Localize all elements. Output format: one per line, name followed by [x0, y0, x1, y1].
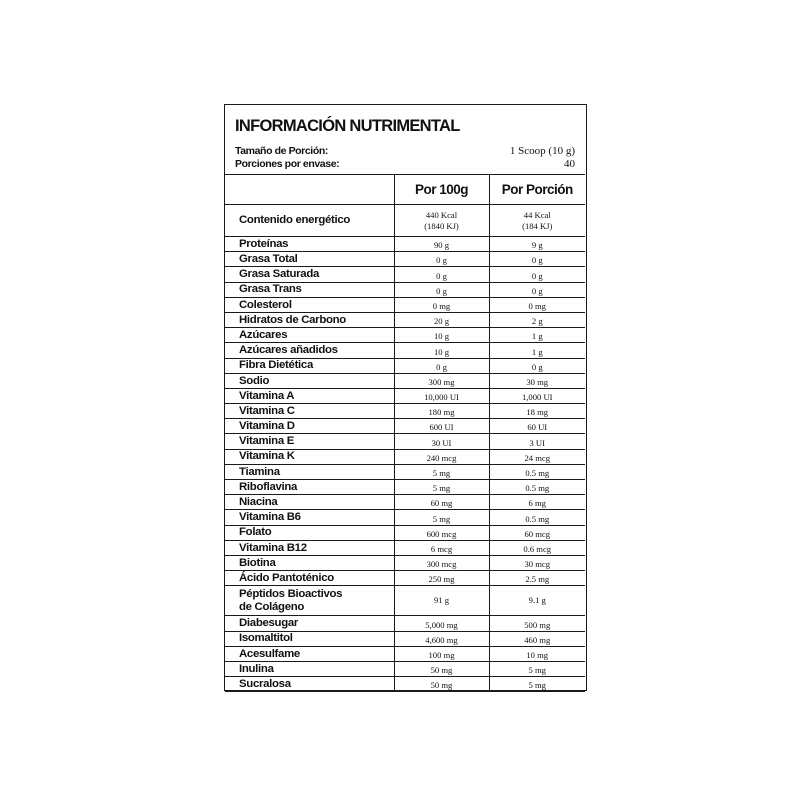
energy-row — [225, 205, 585, 237]
value-per-serving: 30 mg — [489, 373, 585, 388]
table-row — [225, 419, 585, 434]
value-per-serving: 1 g — [489, 328, 585, 343]
value-per-serving: 460 mg — [489, 631, 585, 646]
value-per-serving: 0.5 mg — [489, 464, 585, 479]
nutrient-name: Folato — [225, 525, 394, 540]
nutrient-name: Vitamina B6 — [225, 510, 394, 525]
table-row — [225, 373, 585, 388]
value-per-100g: 250 mg — [394, 571, 489, 586]
value-per-serving: 3 UI — [489, 434, 585, 449]
nutrient-name: Fibra Dietética — [225, 358, 394, 373]
servings-per-container-row — [235, 158, 575, 171]
table-row — [225, 388, 585, 403]
value-per-serving: 0 mg — [489, 297, 585, 312]
table-row — [225, 661, 585, 676]
energy-per-serving-kcal: 44 Kcal — [523, 209, 551, 220]
nutrient-name: Grasa Trans — [225, 282, 394, 297]
value-per-100g: 50 mg — [394, 661, 489, 676]
servings-value: 40 — [564, 158, 575, 170]
peptides-name-line2: de Colágeno — [239, 600, 305, 613]
nutrient-name: Proteínas — [225, 237, 394, 252]
value-per-100g: 5 mg — [394, 510, 489, 525]
nutrient-name: Inulina — [225, 661, 394, 676]
table-row — [225, 267, 585, 282]
value-per-100g: 300 mcg — [394, 555, 489, 570]
header-per-100g: Por 100g — [394, 175, 489, 205]
table-row — [225, 616, 585, 631]
value-per-100g: 0 g — [394, 358, 489, 373]
value-per-serving: 0 g — [489, 358, 585, 373]
nutrient-name: Hidratos de Carbono — [225, 312, 394, 327]
nutrient-name: Tiamina — [225, 464, 394, 479]
nutrient-name: Vitamina E — [225, 434, 394, 449]
value-per-serving: 1,000 UI — [489, 388, 585, 403]
value-per-100g: 240 mcg — [394, 449, 489, 464]
value-per-100g: 0 g — [394, 267, 489, 282]
peptides-name — [225, 586, 394, 616]
table-row — [225, 297, 585, 312]
nutrient-name: Sucralosa — [225, 677, 394, 692]
nutrient-name: Azúcares — [225, 328, 394, 343]
value-per-100g: 60 mg — [394, 495, 489, 510]
value-per-serving: 2.5 mg — [489, 571, 585, 586]
value-per-100g: 5,000 mg — [394, 616, 489, 631]
nutrition-label — [224, 104, 587, 691]
value-per-serving: 0 g — [489, 252, 585, 267]
header-per-serving: Por Porción — [489, 175, 585, 205]
table-row — [225, 525, 585, 540]
nutrient-name: Grasa Total — [225, 252, 394, 267]
table-row — [225, 480, 585, 495]
value-per-100g: 100 mg — [394, 646, 489, 661]
value-per-serving: 1 g — [489, 343, 585, 358]
value-per-serving: 0.6 mcg — [489, 540, 585, 555]
value-per-100g: 0 g — [394, 252, 489, 267]
serving-size-label: Tamaño de Porción: — [235, 145, 328, 157]
table-row — [225, 464, 585, 479]
value-per-serving: 2 g — [489, 312, 585, 327]
value-per-100g: 90 g — [394, 237, 489, 252]
table-row — [225, 540, 585, 555]
nutrient-name: Riboflavina — [225, 480, 394, 495]
nutrient-name: Vitamina A — [225, 388, 394, 403]
value-per-serving: 0 g — [489, 282, 585, 297]
table-row — [225, 555, 585, 570]
energy-per-serving — [489, 205, 585, 237]
value-per-100g: 30 UI — [394, 434, 489, 449]
value-per-serving: 9 g — [489, 237, 585, 252]
nutrient-name: Colesterol — [225, 297, 394, 312]
energy-per-100g-kcal: 440 Kcal — [425, 209, 458, 220]
serving-size-value: 1 Scoop (10 g) — [509, 145, 575, 157]
value-per-serving: 500 mg — [489, 616, 585, 631]
label-title: INFORMACIÓN NUTRIMENTAL — [235, 117, 460, 135]
nutrient-name: Acesulfame — [225, 646, 394, 661]
nutrition-table-body — [225, 205, 585, 692]
table-row — [225, 252, 585, 267]
nutrient-name: Diabesugar — [225, 616, 394, 631]
nutrient-name: Vitamina K — [225, 449, 394, 464]
value-per-100g: 600 UI — [394, 419, 489, 434]
table-row — [225, 571, 585, 586]
value-per-serving: 60 UI — [489, 419, 585, 434]
value-per-100g: 4,600 mg — [394, 631, 489, 646]
value-per-serving: 5 mg — [489, 661, 585, 676]
table-row — [225, 237, 585, 252]
nutrient-name: Azúcares añadidos — [225, 343, 394, 358]
energy-per-100g — [394, 205, 489, 237]
table-row — [225, 282, 585, 297]
value-per-serving: 0.5 mg — [489, 510, 585, 525]
nutrition-table — [225, 174, 585, 692]
value-per-100g: 300 mg — [394, 373, 489, 388]
table-row — [225, 343, 585, 358]
serving-size-row — [235, 145, 575, 158]
value-per-100g: 50 mg — [394, 677, 489, 692]
peptides-per-100g: 91 g — [394, 586, 489, 616]
nutrient-name: Biotina — [225, 555, 394, 570]
nutrient-name: Isomaltitol — [225, 631, 394, 646]
value-per-serving: 60 mcg — [489, 525, 585, 540]
value-per-100g: 5 mg — [394, 480, 489, 495]
table-header-row — [225, 175, 585, 205]
table-row — [225, 495, 585, 510]
nutrient-name: Ácido Pantoténico — [225, 571, 394, 586]
energy-name: Contenido energético — [225, 205, 394, 237]
value-per-100g: 0 mg — [394, 297, 489, 312]
energy-per-100g-kj: (1840 KJ) — [424, 220, 459, 231]
nutrient-name: Vitamina B12 — [225, 540, 394, 555]
value-per-serving: 0.5 mg — [489, 480, 585, 495]
table-row — [225, 328, 585, 343]
value-per-100g: 0 g — [394, 282, 489, 297]
value-per-serving: 6 mg — [489, 495, 585, 510]
table-row — [225, 677, 585, 692]
value-per-serving: 10 mg — [489, 646, 585, 661]
table-row — [225, 510, 585, 525]
value-per-100g: 10,000 UI — [394, 388, 489, 403]
value-per-serving: 5 mg — [489, 677, 585, 692]
table-row — [225, 358, 585, 373]
table-row — [225, 434, 585, 449]
nutrient-name: Vitamina C — [225, 404, 394, 419]
nutrient-name: Vitamina D — [225, 419, 394, 434]
peptides-name-line1: Péptidos Bioactivos — [239, 588, 343, 601]
value-per-100g: 10 g — [394, 343, 489, 358]
table-row — [225, 449, 585, 464]
table-row — [225, 631, 585, 646]
value-per-serving: 18 mg — [489, 404, 585, 419]
value-per-100g: 180 mg — [394, 404, 489, 419]
value-per-serving: 0 g — [489, 267, 585, 282]
peptides-per-serving: 9.1 g — [489, 586, 585, 616]
value-per-100g: 10 g — [394, 328, 489, 343]
nutrient-name: Grasa Saturada — [225, 267, 394, 282]
energy-per-serving-kj: (184 KJ) — [522, 220, 553, 231]
header-blank — [225, 175, 394, 205]
peptides-row — [225, 586, 585, 616]
value-per-serving: 30 mcg — [489, 555, 585, 570]
value-per-100g: 6 mcg — [394, 540, 489, 555]
nutrient-name: Sodio — [225, 373, 394, 388]
nutrient-name: Niacina — [225, 495, 394, 510]
value-per-100g: 600 mcg — [394, 525, 489, 540]
value-per-100g: 5 mg — [394, 464, 489, 479]
servings-label: Porciones por envase: — [235, 158, 340, 170]
table-row — [225, 404, 585, 419]
value-per-100g: 20 g — [394, 312, 489, 327]
table-row — [225, 646, 585, 661]
table-row — [225, 312, 585, 327]
value-per-serving: 24 mcg — [489, 449, 585, 464]
